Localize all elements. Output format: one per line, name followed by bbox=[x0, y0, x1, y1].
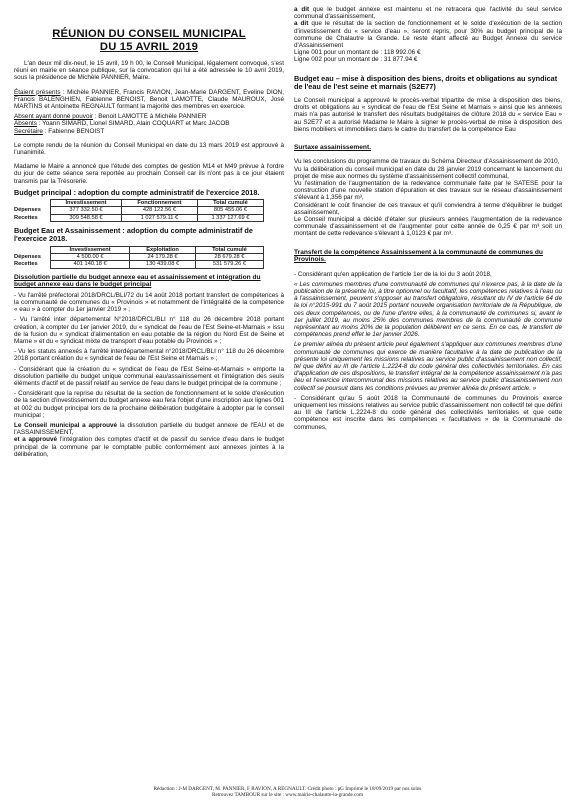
transfert-heading: Transfert de la compétence Assainissement à la communauté de communes du Provinois. bbox=[294, 248, 543, 264]
ligne-002: Ligne 002 pour un montant de : 31 877.94 € bbox=[294, 56, 418, 64]
absents-text: : Yoann SIMARD, Lionel SIMARD, Alain COQUART et Marc JACOB bbox=[36, 120, 230, 128]
table-cell: 428 122.56 € bbox=[122, 207, 198, 214]
row-label: Recettes bbox=[14, 214, 38, 221]
pouvoir-label: Absent ayant donné pouvoir bbox=[14, 113, 94, 121]
right-column bbox=[294, 6, 562, 434]
title-line-1: RÉUNION DU CONSEIL MUNICIPAL bbox=[52, 28, 246, 40]
pouvoir-text: : Benoit LAMOTTE à Michèle PANNIER bbox=[93, 113, 207, 121]
dit1-text: que le budget annexe est maintenu et ne retracera que l'activité du seul service communal d'assainissement, bbox=[294, 6, 562, 21]
table-cell: 377 332.50 € bbox=[51, 207, 122, 214]
list-item: Vu les conclusions du programme de travaux du Schéma Directeur d'Assainissement de 2010, bbox=[294, 158, 560, 166]
secretaire-paragraph bbox=[14, 128, 284, 135]
table-row bbox=[14, 207, 264, 214]
table-header: Total cumulé bbox=[197, 200, 263, 207]
list-item: - Vu les statuts annexés à l'arrêté interdépartemental n°2018/DRCL/BLI n° 118 du 26 décembre 2018 portant création du « syndicat de l'eau de l'Est Seine et Marnais » ; bbox=[14, 348, 284, 363]
approuve2-lead: et a approuvé bbox=[14, 436, 58, 444]
list-item: Vu la délibération du conseil municipal en date du 28 janvier 2019 concernant le lancement du projet de mise aux normes du système d'assainissement collectif communal, bbox=[294, 165, 562, 180]
table-row bbox=[14, 214, 264, 221]
dit2-text: que le résultat de la section de fonctionnement et le solde d'exécution de la section d'investissement du « service d'eau », seront repris, pour 30% au budget principal de la commune de Chalautre la Grande. Le reste étant affecté au Budget Annexe du service d'Assainissement bbox=[294, 20, 562, 50]
table-cell: 130 439.08 € bbox=[130, 261, 196, 268]
presents-label: Étaient présents bbox=[14, 88, 61, 96]
row-label: Recettes bbox=[14, 261, 38, 268]
table-cell: 309 548.58 € bbox=[51, 214, 122, 221]
page-footer bbox=[0, 786, 575, 798]
table-cell: 531 579.26 € bbox=[195, 261, 263, 268]
list-item: Vu l'estimation de l'augmentation de la redevance communale faite par le SATESE pour la construction d'une nouvelle station d'épuration et des travaux sur le réseau d'assainissement s'élevant à 1,356 par m³, bbox=[294, 180, 562, 202]
list-item: Le Conseil municipal a décidé d'étaler sur plusieurs années l'augmentation de la redevance communale d'assainissement et de l'augmenter pour cette année de 0,25 € par m³ soit un montant de cette redevance s'élevant à 1,0123 € par m³. bbox=[294, 216, 562, 238]
table-cell: 4 500.00 € bbox=[51, 254, 130, 261]
table-cell: 28 679.28 € bbox=[195, 254, 263, 261]
table-row bbox=[14, 261, 264, 268]
table-cell: 1 027 579.11 € bbox=[122, 214, 198, 221]
dit1-paragraph bbox=[294, 6, 562, 20]
secretaire-text: : Fabienne BENOIST bbox=[42, 127, 105, 135]
dissolution-heading: Dissolution partielle du budget annexe eau et assainissement et intégration du budget annexe eau dans le budget principal bbox=[14, 273, 261, 289]
approuve-lead: Le Conseil municipal a approuvé bbox=[14, 421, 118, 429]
surtaxe-heading: Surtaxe assainissement. bbox=[294, 144, 371, 152]
table-cell: 24 179.28 € bbox=[130, 254, 196, 261]
dit1-lead: a dit bbox=[294, 6, 310, 13]
transfert-quote-1: « Les communes membres d'une communauté de communes qui n'exerce pas, à la date de la publication de la présente loi, à titre optionnel ou facultatif, les compétences relatives à l'eau ou à l'assainissement, peuvent s'opposer au transfert obligatoire, résultant du IV de l'article 64 de la loi n°2015-991 du 7 août 2015 portant nouvelle organisation territoriale de la République, de ces deux compétences, ou de l'une d'entre elles, à la communauté de communes si, avant le 1er juillet 2019, au moins 25% des communes membres de la communauté de commune représentant au moins 20% de la population délibèrent en ce sens. En ce cas, le transfert de compétences prend effet le 1er janvier 2026. bbox=[294, 280, 562, 339]
table-header: Investissement bbox=[51, 246, 130, 253]
secretaire-label: Secrétaire bbox=[14, 127, 43, 135]
row-label: Dépenses bbox=[14, 207, 41, 214]
list-item: Considérant le coût financier de ces travaux et qu'il conviendra à terme d'équilibrer le budget assainissement, bbox=[294, 201, 562, 216]
absents-label: Absents bbox=[14, 120, 37, 128]
list-item: - Considérant que la reprise du résultat de la section de fonctionnement et le solde d'exécution de la section d'investissement du budget annexe eau fera l'objet d'une inscription aux lignes 001 et 002 du budget principal lors de la prochaine délibération budgétaire à adopter par le conseil municipal ; bbox=[14, 390, 284, 419]
table-header: Investissement bbox=[51, 200, 122, 207]
table-row bbox=[14, 254, 264, 261]
list-item: - Considérant que la création du « syndicat de l'eau de l'Est Seine-et-Marnais » emporte la dissolution partielle du budget unique communal eau/assainissement et l'intégration des seuls éléments d'actif et de passif relatif au service de l'eau dans le budget principal de la commune ; bbox=[14, 365, 284, 387]
table-cell: 805 455.06 € bbox=[197, 207, 263, 214]
budget-principal-table bbox=[14, 199, 264, 222]
list-item: - Vu l'arrêté préfectoral 2018/DRCL/BLI/72 du 14 août 2018 portant transfert de compétences à la communauté de communes du « Provinois » et notamment de l'intégralité de la compétence « eau » à compter du 1er janvier 2019 » ; bbox=[14, 291, 284, 314]
transfert-intro: - Considérant qu'en application de l'article 1er de la loi du 3 août 2018, bbox=[294, 270, 492, 278]
ligne-001: Ligne 001 pour un montant de : 118 992.06 € bbox=[294, 49, 421, 57]
presents-paragraph bbox=[14, 89, 284, 111]
table-header: Fonctionnement bbox=[122, 200, 198, 207]
compte-rendu-paragraph: Le compte rendu de la réunion du Conseil Municipal en date du 13 mars 2019 est approuvé à l'unanimité. bbox=[14, 141, 284, 157]
title-line-2: DU 15 AVRIL 2019 bbox=[99, 41, 199, 53]
list-item: - Vu l'arrêté inter départemental N°2018/DRCL/BLI n° 118 du 26 décembre 2018 portant création, à compter du 1er janvier 2019, du « syndicat de l'eau de l'Est Seine-et-Marnais » issu de la fusion du « syndicat d'alimentation en eau potable de la région du Nord Est de Seine et Marne » et du « syndicat mixte de transport d'eau potable du Provinois » ; bbox=[14, 316, 284, 345]
budget-eau-heading: Budget Eau et Assainissement : adoption du compte administratif de l'exercice 2018. bbox=[14, 226, 253, 244]
intro-paragraph: L'an deux mil dix-neuf, le 15 avril, 19 h 00, le Conseil Municipal, légalement convoqué, s'est réuni en mairie en séance publique, sur la convocation qui lui a été adressée le 10 avril 2019, sous la présidence de Michèle PANNIER, Maire. bbox=[14, 60, 284, 82]
table-header: Total cumulé bbox=[195, 246, 263, 253]
transfert-quote-2: Le premier alinéa du présent article peut également s'appliquer aux communes membres d'une communauté de communes qui exerce de manière facultative à la date de publication de la présente loi uniquement les missions relatives au service public d'assainissement non collectif, tel que défini au III de l'article L.2224-8 du code général des collectivités territoriales. En cas d'application de ces dispositions, le transfert intégral de la compétence assainissement n'a pas lieu et l'exercice intercommunal des missions relatives au service public d'assainissement non collectif se poursuit dans les conditions prévues au premier alinéa du présent article. » bbox=[294, 341, 562, 392]
approuve2-text: l'intégration des comptes d'actif et de passif du service d'eau dans le budget principal de la commune par le comptable public conformément aux annexes jointes à la délibération, bbox=[14, 436, 284, 458]
table-cell: 1 337 127.69 € bbox=[197, 214, 263, 221]
approuve2-paragraph bbox=[14, 436, 284, 458]
budget-eau-table bbox=[14, 246, 264, 269]
approuve-text: la dissolution partielle du budget annexe de l'EAU et de l'ASSAINISSEMENT, bbox=[14, 421, 284, 437]
mise-disposition-paragraph: Le Conseil municipal a approuvé le procès-verbal tripartite de mise à disposition des biens, droits et obligations au « syndicat de l'eau de l'Est Seine et Marnais » ainsi que les annexes mais n'a pas autorisé le transfert des résultats budgétaires de clôture 2018 du « service Eau » au S2E77 et a autorisé Madame le Maire à signer le procès-verbal de mise à disposition des biens mobiliers et immobiliers dans le cadre du transfert de la compétence Eau bbox=[294, 97, 562, 133]
dit2-paragraph bbox=[294, 20, 562, 49]
left-column bbox=[14, 6, 284, 461]
table-header: Exploitation bbox=[130, 246, 196, 253]
approuve-paragraph bbox=[14, 422, 284, 436]
transfert-final: - Considérant qu'au 5 août 2018 la Communauté de communes du Provinois exerce uniquement les missions relatives au service public d'assainissement non collectif tel que défini au III de l'article L.2224-8 du code général des collectivités territoriales et que cette compétence est inscrite dans les compétences « facultatives » de la Communauté de communes, bbox=[294, 394, 562, 431]
page-title bbox=[14, 28, 284, 54]
presents-text: : Michèle PANNIER, Francis RAVION, Jean-Marie DARGENT, Eveline DION, Francis BALENGHIEN, Fabienne BENOIST, Benoit LAMOTTE, Claude MAUROUX, José MARTINS et Antoinette REGNAULT formant la majorité des membres en exercice. bbox=[14, 88, 284, 111]
mise-disposition-heading: Budget eau – mise à disposition des biens, droits et obligations au syndicat de l'eau de l'est seine et marnais (S2E77) bbox=[294, 73, 558, 91]
row-label: Dépenses bbox=[14, 254, 41, 261]
pouvoir-paragraph bbox=[14, 113, 284, 120]
absents-paragraph bbox=[14, 120, 284, 127]
dit2-lead: a dit bbox=[294, 20, 309, 28]
footer-website: Retrouvez TAMBOUR sur le site : www.mairie-chalautre-la-grande.com bbox=[212, 792, 363, 799]
footer-credits: Rédaction : J-M DARGENT, M. PANNIER, F RAVION, A REGNAULT. Crédit photo : pG Imprimé le 18/09/2019 par nos soins bbox=[153, 786, 422, 792]
table-cell: 401 140.18 € bbox=[51, 261, 130, 268]
madame-maire-paragraph: Madame le Maire a annoncé que l'étude des comptes de gestion M14 et M49 prévue à l'ordre du jour de cette séance sera reportée au prochain Conseil car ils n'ont pas à ce jour étaient transmis par la Trésorerie. bbox=[14, 163, 284, 185]
budget-principal-heading: Budget principal : adoption du compte administratif de l'exercice 2018. bbox=[14, 187, 260, 197]
